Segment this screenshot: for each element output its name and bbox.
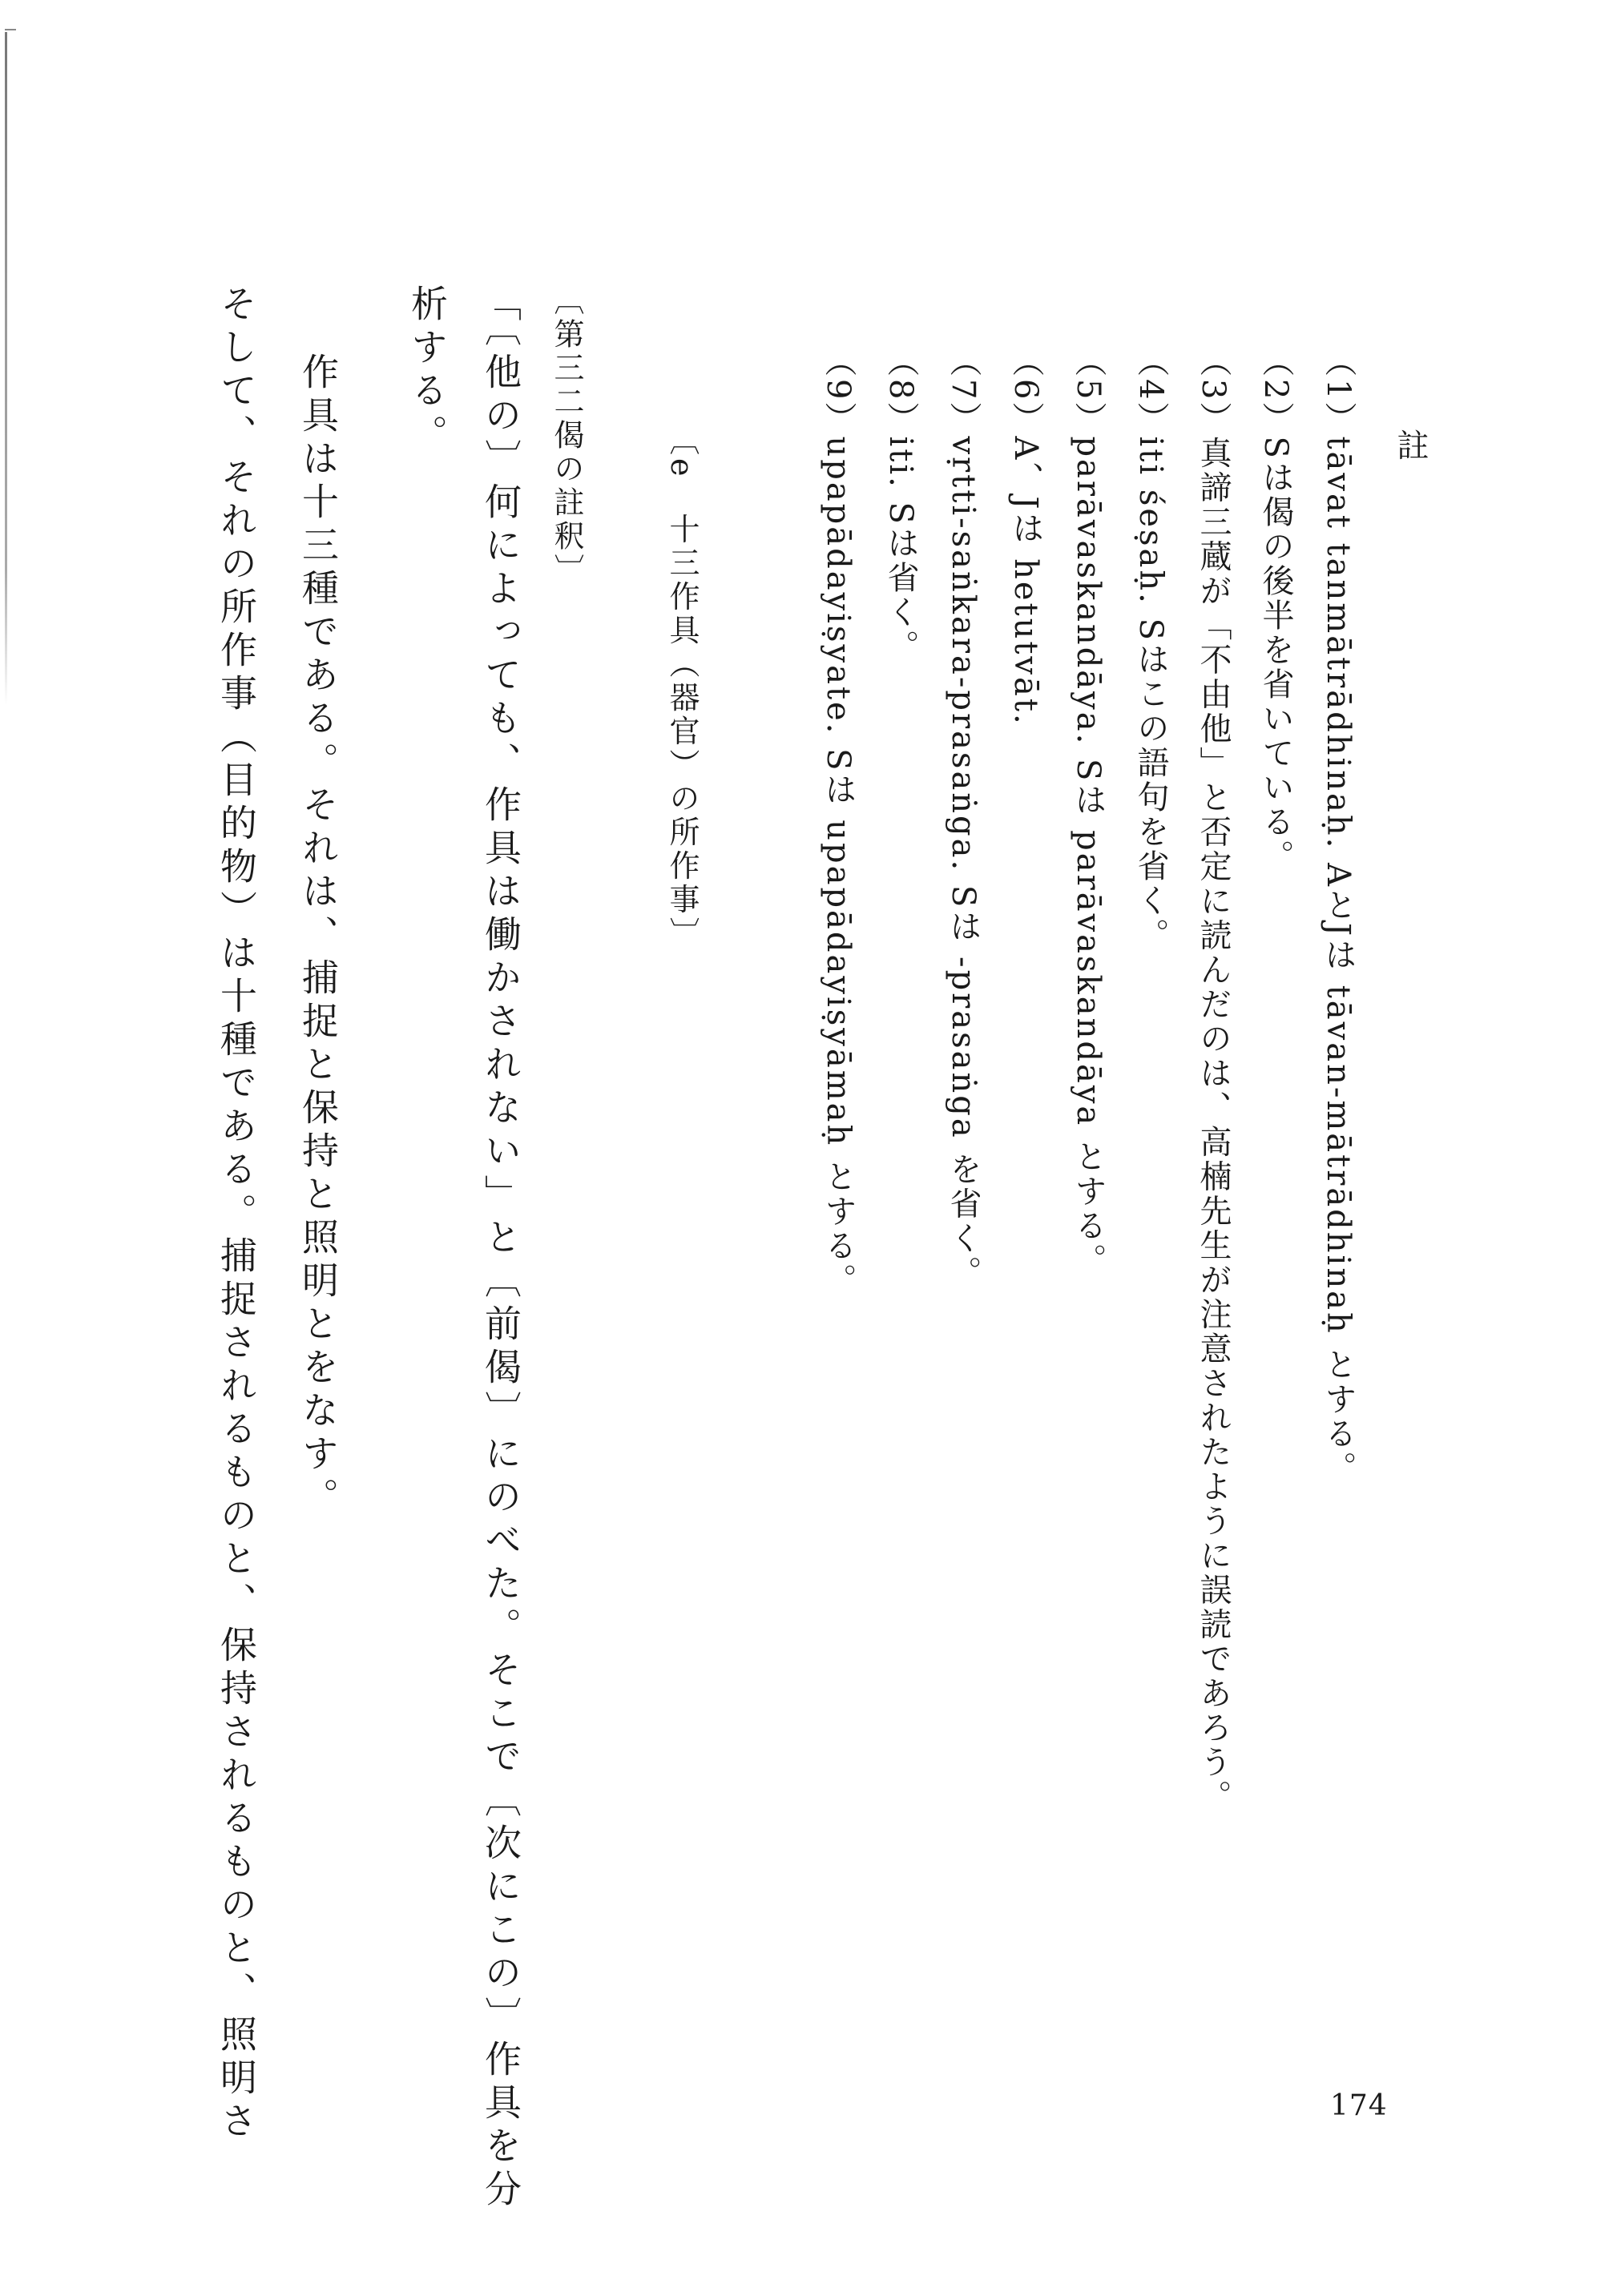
note-number: （3） bbox=[1195, 344, 1232, 437]
note-5 bbox=[1070, 344, 1107, 1278]
note-text: vṛtti-saṅkara-prasaṅga. Sは -prasaṅga を省く。 bbox=[945, 436, 982, 1291]
note-number: （4） bbox=[1132, 344, 1169, 437]
note-number: （2） bbox=[1257, 344, 1294, 437]
paragraph-1-line-1: 「〔他の〕何によっても、作具は働かされない」と〔前偈〕にのべた。そこで〔次にこの〕作具を分 bbox=[479, 284, 522, 2213]
note-1 bbox=[1320, 344, 1357, 1486]
note-3 bbox=[1195, 344, 1232, 1815]
note-text: Sは偈の後半を省いている。 bbox=[1257, 436, 1294, 874]
note-8 bbox=[882, 344, 919, 664]
note-6 bbox=[1007, 344, 1044, 727]
note-9 bbox=[820, 344, 857, 1298]
notes-heading: 註 bbox=[1392, 429, 1429, 464]
page-number: 174 bbox=[1330, 2089, 1388, 2122]
note-number: （8） bbox=[882, 344, 919, 437]
note-text: 真諦三蔵が「不由他」と否定に読んだのは、高楠先生が注意されたように誤読であろう。 bbox=[1195, 436, 1232, 1815]
paragraph-2-line-2: そして、それの所作事（目的物）は十種である。捕捉されるものと、保持されるものと、照明さ bbox=[215, 284, 258, 2145]
note-7 bbox=[945, 344, 982, 1291]
note-number: （9） bbox=[820, 344, 857, 437]
binding-edge bbox=[5, 32, 7, 705]
note-number: （7） bbox=[945, 344, 982, 437]
binding-mark bbox=[5, 29, 16, 30]
section-heading: 〔e 十三作具（器官）の所作事〕 bbox=[664, 425, 700, 951]
note-number: （6） bbox=[1007, 344, 1044, 437]
note-2 bbox=[1257, 344, 1294, 874]
commentary-heading: 〔第三二偈の註釈〕 bbox=[549, 284, 584, 587]
paragraph-2-line-1: 作具は十三種である。それは、捕捉と保持と照明とをなす。 bbox=[296, 352, 340, 1521]
note-4 bbox=[1132, 344, 1169, 953]
note-number: （5） bbox=[1070, 344, 1107, 437]
note-text: iti. Sは省く。 bbox=[882, 436, 919, 664]
note-text: tāvat tanmātrādhinaḥ. AとJは tāvan-mātrādhinaḥ とする。 bbox=[1320, 436, 1357, 1486]
note-text: A、Jは hetutvāt. bbox=[1007, 436, 1044, 727]
paragraph-1-line-2: 析する。 bbox=[405, 284, 449, 457]
note-number: （1） bbox=[1320, 344, 1357, 437]
note-text: parāvaskandāya. Sは parāvaskandāya とする。 bbox=[1070, 436, 1107, 1278]
note-text: iti śeṣaḥ. Sはこの語句を省く。 bbox=[1132, 436, 1169, 953]
note-text: upapādayiṣyate. Sは upapādayiṣyāmaḥ とする。 bbox=[820, 436, 857, 1298]
